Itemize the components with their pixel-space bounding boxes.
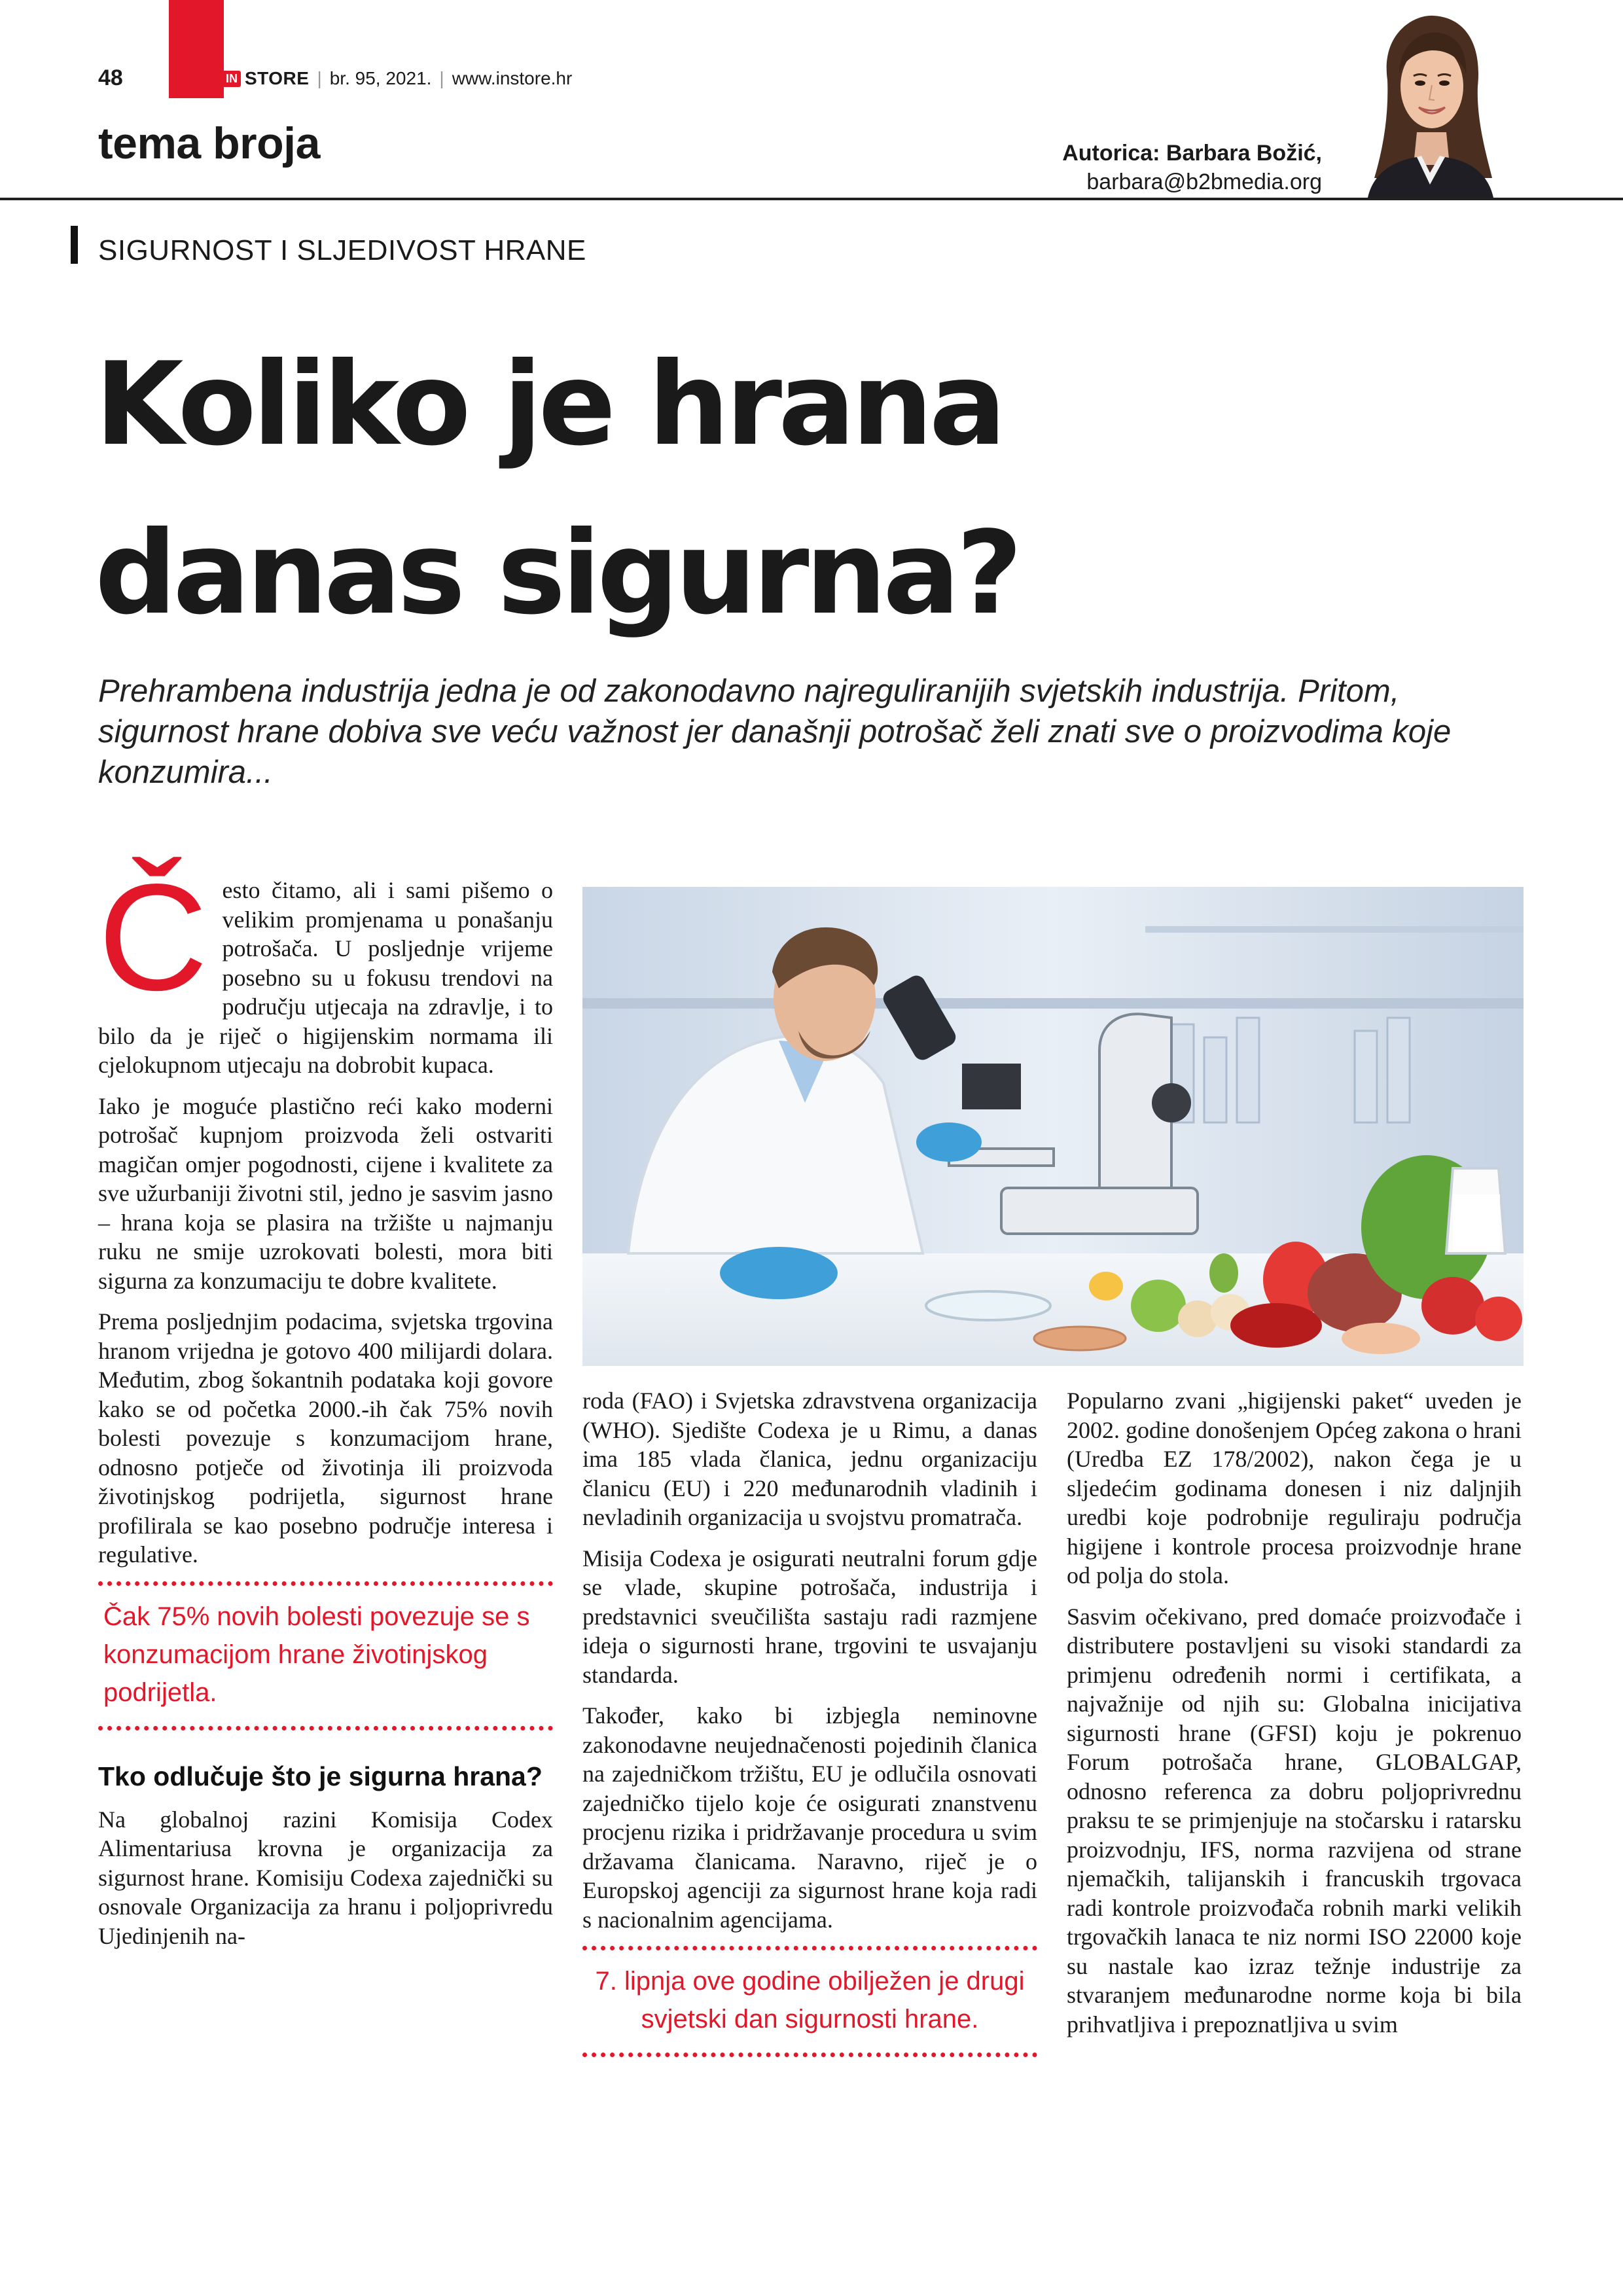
red-page-tab [169,0,224,98]
scientist-microscope-food-photo [582,887,1524,1366]
section-title: tema broja [98,118,320,168]
pull-quote: Čak 75% novih bolesti povezuje se s konzumacijom hrane životinjskog podrijetla. [98,1581,553,1731]
website: www.instore.hr [452,68,573,88]
drop-cap: Č [98,853,208,1022]
article-kicker: SIGURNOST I SLJEDIVOST HRANE [98,234,586,266]
author-email: barbara@b2bmedia.org [1086,170,1322,194]
logo-in-mark: IN [223,71,241,87]
headline-line-2: danas sigurna? [95,507,1019,640]
paragraph: Sasvim očekivano, pred domaće proizvođače i distributere postavljeni su visoki standardi za primjenu određenih normi i certifikata, a najvažnije od njih su: Globalna inicijativa sigurnosti hrane (GFSI) koju je pokrenuo Forum potrošača hrane, GLOBALGAP, odnosno referenca za dobru poljoprivrednu praksu te se primjenjuje na stočarsku i ratarsku proizvodnju, IFS, norma razvijena od strane njemačkih, talijanskih i francuskih trgovaca radi kontrole proizvođača robnih marki velikih trgovačkih lanaca te niz normi ISO 22000 koje su nastale kao izraz težnje industrije za stvaranjem međunarodne norme koja bi bila prihvatljiva i prepoznatljiva u svim [1067,1603,1522,2037]
kicker-bar [71,226,78,264]
article-headline [95,321,1338,658]
paragraph: Na globalnoj razini Komisija Codex Alimentariusa krovna je organizacija za sigurnost hrane. Komisiju Codexa zajednički su osnovale Organizacija za hranu i poljoprivredu Ujedinjenih na- [98,1806,553,1949]
paragraph: Također, kako bi izbjegla neminovne zakonodavne neujednačenosti pojedinih članica na zajedničkom tržištu, EU je odlučila osnovati zajedničko tijelo koje će osigurati znanstvenu procjenu rizika i pridržavanje procedura u svim državama članicama. Naravno, riječ je o Europskoj agenciji za sigurnost hrane koja radi s nacionalnim agencijama. [582,1702,1037,1933]
article-column-3 [1067,1386,1522,2051]
separator: | [317,68,322,88]
author-name: Autorica: Barbara Božić, [1062,141,1322,166]
article-column-1 [98,853,553,1962]
paragraph: Prema posljednjim podacima, svjetska trgovina hranom vrijedna je gotovo 400 milijardi dolara. Međutim, zbog šokantnih podataka koji govore kako se od početka 2000.-ih čak 75% novih bolesti povezuje s konzumacijom hrane, odnosno potječe od životinja ili proizvoda životinjskog podrijetla, sigurnost hrane profilirala se kao posebno područje interesa i regulative. [98,1308,553,1568]
paragraph: roda (FAO) i Svjetska zdravstvena organizacija (WHO). Sjedište Codexa je u Rimu, a danas ima 185 vlada članica, jednu organizaciju članicu (EU) i 220 međunarodnih vladinih i nevladinih organizacija u svojstvu promatrača. [582,1388,1037,1530]
subheading: Tko odlučuje što je sigurna hrana? [98,1761,543,1791]
pull-quote: 7. lipnja ove godine obilježen je drugi svjetski dan sigurnosti hrane. [582,1946,1037,2057]
author-portrait [1361,8,1499,198]
header-rule [0,198,1623,200]
article-lead: Prehrambena industrija jedna je od zakonodavno najreguliranijih svjetskih industrija. Pritom, sigurnost hrane dobiva sve veću važnost jer današnji potrošač želi znati sve o proizvodima koje konzumira... [98,673,1452,790]
issue-number: br. 95, 2021. [329,68,432,88]
headline-line-1: Koliko je hrana [95,338,1003,471]
paragraph [98,853,553,1080]
logo-store-text: STORE [245,68,310,88]
paragraph: Iako je moguće plastično reći kako moderni potrošač kupnjom proizvoda želi ostvariti magičan omjer pogodnosti, cijene i kvalitete za sve užurbaniji životni stil, jedno je sasvim jasno – hrana koja se plasira na tržište u najmanju ruku ne smije uzrokovati bolesti, mora biti sigurna za konzumaciju te dobre kvalitete. [98,1092,553,1294]
separator: | [439,68,444,88]
paragraph: Misija Codexa je osigurati neutralni forum gdje se vlade, skupine potrošača, industrija i predstavnici sveučilišta sastaju radi razmjene ideja o sigurnosti hrane, trgovini te usvajanju standarda. [582,1545,1037,1688]
paragraph: Popularno zvani „higijenski paket“ uveden je 2002. godine donošenjem Općeg zakona o hrani (Uredba EZ 178/2002), nakon čega je u sljedećim godinama donesen i niz daljnjih uredbi koje podrobnije reguliraju područja higijene i kontrole procesa proizvodnje hrane od polja do stola. [1067,1388,1522,1588]
article-column-2 [582,1386,1037,2086]
magazine-info [223,68,572,89]
page-number: 48 [98,65,123,90]
author-credit [1062,139,1322,196]
instore-logo [223,68,309,89]
paragraph-text: esto čitamo, ali i sami pišemo o velikim promjenama u ponašanju potrošača. U posljednje vrijeme posebno su u fokusu trendovi na području utjecaja na zdravlje, i to bilo da je riječ o higijenskim normama ili cjelokupnom utjecaju na dobrobit kupaca. [98,877,553,1078]
